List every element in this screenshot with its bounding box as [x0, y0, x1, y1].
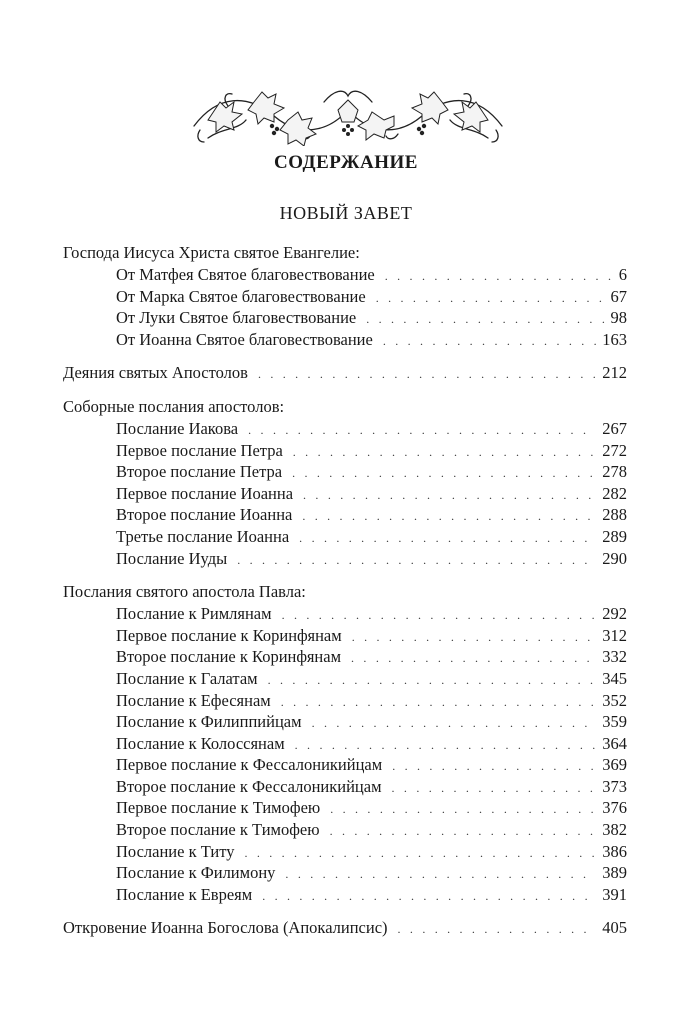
toc-entry-title: Деяния святых Апостолов [63, 363, 248, 383]
toc-entry-title: Второе послание к Фессалоникийцам [116, 776, 382, 796]
toc-entry-page: 67 [610, 286, 627, 306]
dot-leader [330, 821, 597, 843]
toc-entry-page: 272 [602, 440, 627, 460]
toc-entry[interactable] [63, 776, 627, 798]
toc-section-heading-pauline: Послания святого апостола Павла: [63, 582, 306, 602]
toc-entry[interactable] [63, 690, 627, 712]
toc-entry[interactable] [63, 884, 627, 906]
toc-entry-title: Послание к Евреям [116, 884, 253, 904]
toc-entry[interactable] [63, 440, 627, 462]
toc-entry[interactable] [63, 733, 627, 755]
toc-entry-title: Второе послание к Тимофею [116, 820, 320, 840]
toc-entry-title: Послание Иакова [116, 418, 239, 438]
toc-entry-page: 391 [602, 884, 627, 904]
toc-entry-page: 373 [602, 776, 627, 796]
dot-leader [392, 778, 597, 800]
toc-entry-page: 278 [602, 462, 627, 482]
toc-entry-page: 290 [602, 548, 627, 568]
dot-leader [281, 692, 597, 714]
dot-leader [237, 550, 596, 572]
toc-entry[interactable] [63, 329, 627, 351]
dot-leader [268, 670, 597, 692]
toc-entry-page: 289 [602, 526, 627, 546]
toc-entry[interactable] [63, 625, 627, 647]
toc-entry-title: Второе послание Петра [116, 462, 283, 482]
toc-entry-page: 312 [602, 625, 627, 645]
toc-entry[interactable] [63, 461, 627, 483]
toc-entry-page: 288 [602, 505, 627, 525]
toc-entry-page: 98 [610, 308, 627, 328]
toc-entry-page: 376 [602, 798, 627, 818]
toc-entry[interactable] [63, 418, 627, 440]
toc-entry[interactable] [63, 504, 627, 526]
toc-entry-title: От Иоанна Святое благовествование [116, 329, 373, 349]
toc-entry-page: 364 [602, 733, 627, 753]
toc-entry-page: 345 [602, 668, 627, 688]
toc-entry[interactable] [63, 754, 627, 776]
dot-leader [351, 648, 596, 670]
toc-entry[interactable] [63, 526, 627, 548]
toc-entry-revelation[interactable] [63, 917, 627, 939]
dot-leader [303, 485, 596, 507]
dot-leader [285, 864, 596, 886]
page-title: СОДЕРЖАНИЕ [274, 152, 418, 173]
dot-leader [293, 442, 596, 464]
toc-entry-page: 282 [602, 483, 627, 503]
toc-section-heading-gospels: Господа Иисуса Христа святое Евангелие: [63, 243, 360, 262]
toc-entry-title: Послание к Ефесянам [116, 690, 271, 710]
toc-entry-page: 386 [602, 841, 627, 861]
toc-entry-title: Послание к Титу [116, 841, 235, 861]
toc-entry-title: Первое послание Петра [116, 440, 283, 460]
toc-entry-acts[interactable] [63, 362, 627, 384]
dot-leader [330, 799, 596, 821]
toc-entry-title: Второе послание Иоанна [116, 505, 293, 525]
toc-entry-title: Откровение Иоанна Богослова (Апокалипсис) [63, 918, 388, 938]
toc-entry-page: 163 [602, 329, 627, 349]
toc-section-heading-catholic: Соборные послания апостолов: [63, 396, 285, 416]
dot-leader [244, 843, 596, 865]
toc-entry-title: Послание к Галатам [116, 668, 258, 688]
toc-entry[interactable] [63, 548, 627, 570]
toc-entry-title: Послание к Филимону [116, 863, 276, 883]
dot-leader [376, 288, 605, 310]
toc-entry[interactable] [63, 819, 627, 841]
dot-leader [398, 919, 597, 941]
toc-entry[interactable] [63, 264, 627, 286]
toc-entry[interactable] [63, 286, 627, 308]
toc-entry-title: Первое послание к Фессалоникийцам [116, 755, 383, 775]
toc-entry[interactable] [63, 668, 627, 690]
toc-entry[interactable] [63, 797, 627, 819]
toc-entry[interactable] [63, 483, 627, 505]
dot-leader [392, 756, 596, 778]
toc-entry[interactable] [63, 862, 627, 884]
dot-leader [352, 627, 597, 649]
grapevine-ornament-icon [188, 80, 508, 146]
toc-entry-title: Послание к Филиппийцам [116, 712, 302, 732]
toc-entry-page: 405 [602, 918, 627, 938]
toc-entry[interactable] [63, 841, 627, 863]
dot-leader [282, 605, 597, 627]
toc-entry-page: 267 [602, 418, 627, 438]
table-of-contents [63, 242, 627, 939]
toc-entry-page: 352 [602, 690, 627, 710]
toc-entry-title: Послание Иуды [116, 548, 228, 568]
dot-leader [262, 886, 596, 908]
toc-entry-title: Первое послание Иоанна [116, 483, 294, 503]
toc-entry-page: 359 [602, 712, 627, 732]
toc-entry[interactable] [63, 711, 627, 733]
dot-leader [366, 309, 604, 331]
toc-entry-title: От Марка Святое благовествование [116, 286, 366, 306]
toc-entry-page: 389 [602, 863, 627, 883]
toc-entry-page: 212 [602, 363, 627, 383]
toc-entry[interactable] [63, 307, 627, 329]
toc-entry[interactable] [63, 646, 627, 668]
toc-entry[interactable] [63, 603, 627, 625]
toc-entry-page: 369 [602, 755, 627, 775]
toc-entry-title: Послание к Колоссянам [116, 733, 285, 753]
toc-entry-title: Послание к Римлянам [116, 604, 272, 624]
toc-entry-title: От Луки Святое благовествование [116, 308, 357, 328]
toc-entry-title: От Матфея Святое благовествование [116, 265, 375, 284]
toc-entry-title: Второе послание к Коринфянам [116, 647, 342, 667]
toc-entry-page: 332 [602, 647, 627, 667]
dot-leader [385, 266, 613, 288]
dot-leader [383, 331, 596, 353]
toc-entry-title: Третье послание Иоанна [116, 526, 290, 546]
toc-entry-page: 292 [602, 604, 627, 624]
dot-leader [248, 420, 596, 442]
dot-leader [299, 528, 596, 550]
toc-entry-title: Первое послание к Коринфянам [116, 625, 342, 645]
dot-leader [302, 506, 596, 528]
dot-leader [292, 463, 596, 485]
dot-leader [258, 364, 596, 386]
toc-entry-page: 382 [602, 820, 627, 840]
dot-leader [295, 735, 597, 757]
toc-entry-title: Первое послание к Тимофею [116, 798, 321, 818]
section-subtitle: НОВЫЙ ЗАВЕТ [279, 203, 413, 223]
toc-entry-page: 6 [618, 265, 627, 284]
dot-leader [312, 713, 597, 735]
